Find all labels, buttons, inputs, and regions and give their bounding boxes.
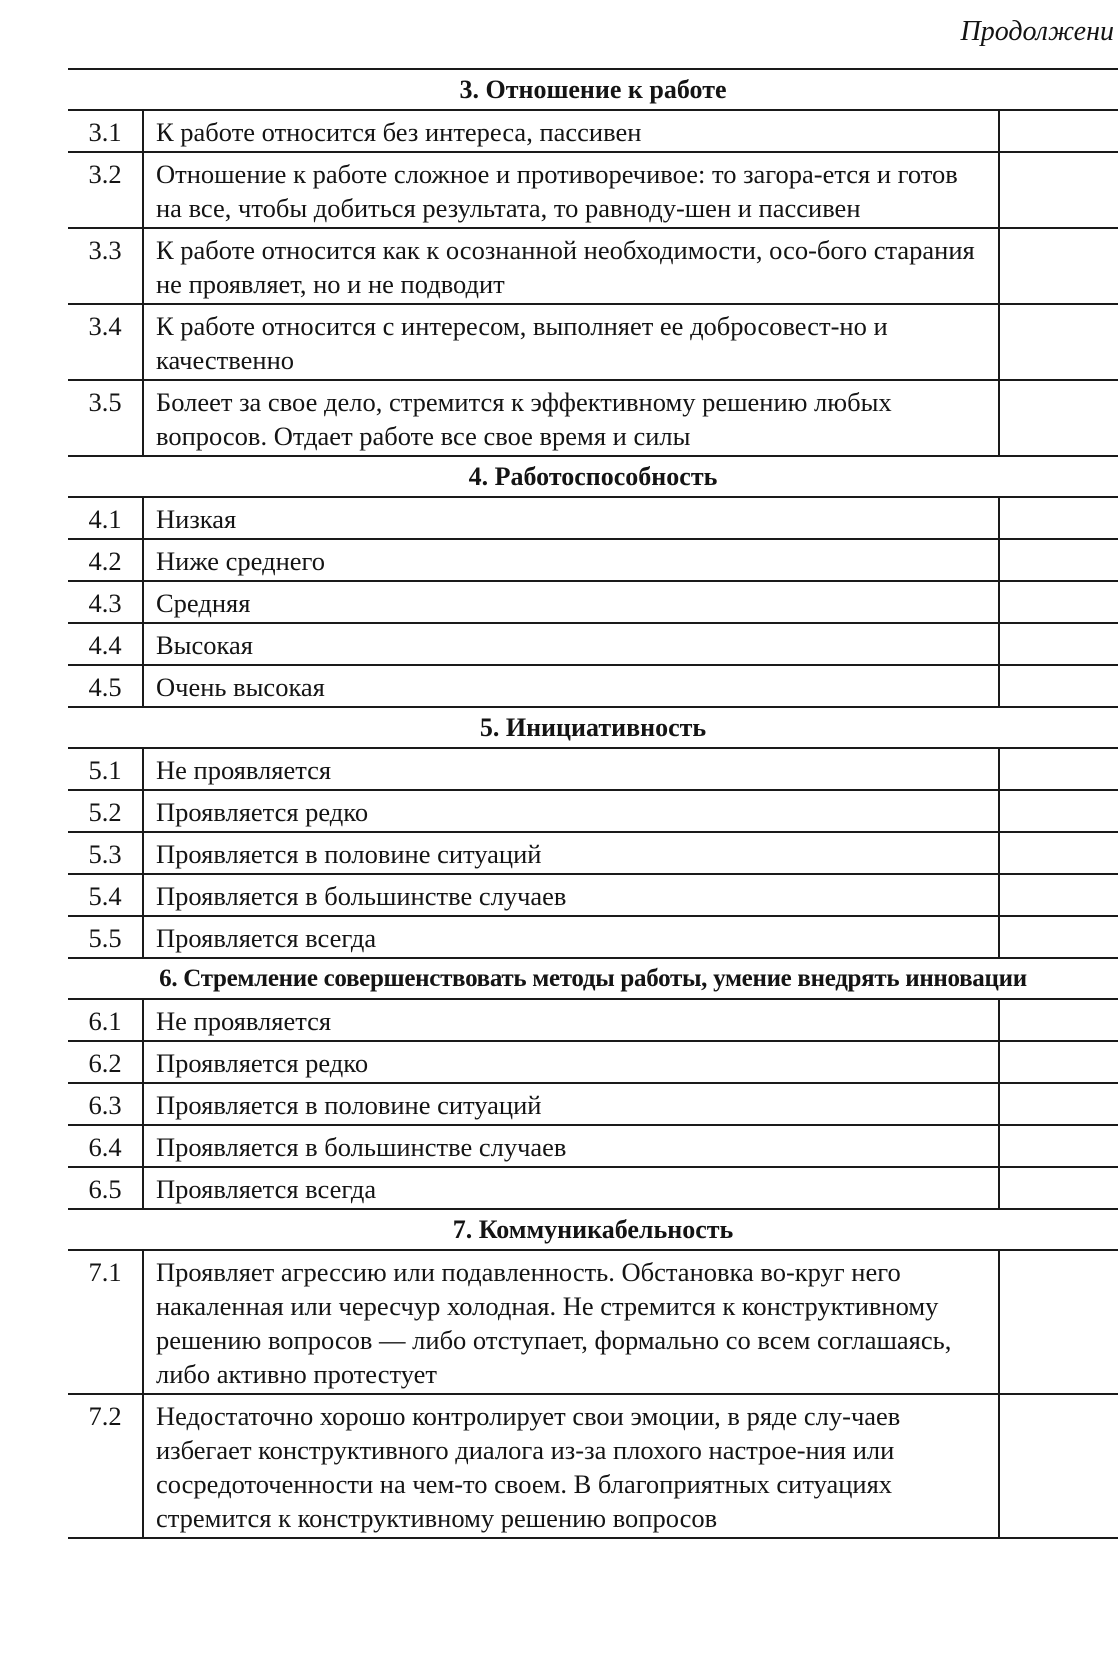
table-row bbox=[68, 623, 1118, 665]
evaluation-table bbox=[68, 68, 1118, 1539]
section-header-work-attitude bbox=[68, 69, 1118, 110]
table-row bbox=[68, 152, 1118, 228]
section-title: 7. Коммуникабельность bbox=[68, 1209, 1118, 1250]
score-cell bbox=[999, 1167, 1118, 1209]
evaluation-table-container bbox=[68, 68, 1118, 1539]
score-cell bbox=[999, 999, 1118, 1041]
item-number: 5.3 bbox=[68, 832, 143, 874]
item-number: 3.5 bbox=[68, 380, 143, 456]
item-number: 6.3 bbox=[68, 1083, 143, 1125]
section-header-work-capacity bbox=[68, 456, 1118, 497]
score-cell bbox=[999, 832, 1118, 874]
table-row bbox=[68, 748, 1118, 790]
table-row bbox=[68, 539, 1118, 581]
score-cell bbox=[999, 1083, 1118, 1125]
table-row bbox=[68, 1125, 1118, 1167]
item-description: Отношение к работе сложное и противоречивое: то загора-ется и готов на все, чтобы добиться результата, то равноду-шен и пассивен bbox=[143, 152, 999, 228]
score-cell bbox=[999, 110, 1118, 152]
item-number: 5.1 bbox=[68, 748, 143, 790]
score-cell bbox=[999, 623, 1118, 665]
item-number: 7.2 bbox=[68, 1394, 143, 1538]
item-number: 3.3 bbox=[68, 228, 143, 304]
item-description: Не проявляется bbox=[143, 748, 999, 790]
item-description: Проявляется в большинстве случаев bbox=[143, 874, 999, 916]
item-description: Проявляет агрессию или подавленность. Обстановка во-круг него накаленная или чересчур холодная. Не стремится к конструктивному решению вопросов — либо отступает, формально со всем соглашаясь, либо активно протестует bbox=[143, 1250, 999, 1394]
score-cell bbox=[999, 665, 1118, 707]
item-number: 5.4 bbox=[68, 874, 143, 916]
score-cell bbox=[999, 581, 1118, 623]
item-number: 5.5 bbox=[68, 916, 143, 958]
score-cell bbox=[999, 1125, 1118, 1167]
item-number: 6.2 bbox=[68, 1041, 143, 1083]
item-description: Проявляется в большинстве случаев bbox=[143, 1125, 999, 1167]
table-row bbox=[68, 832, 1118, 874]
section-title: 3. Отношение к работе bbox=[68, 69, 1118, 110]
section-header-innovation bbox=[68, 958, 1118, 999]
table-row bbox=[68, 581, 1118, 623]
item-number: 6.4 bbox=[68, 1125, 143, 1167]
score-cell bbox=[999, 1394, 1118, 1538]
item-number: 4.2 bbox=[68, 539, 143, 581]
score-cell bbox=[999, 380, 1118, 456]
item-description: Болеет за свое дело, стремится к эффективному решению любых вопросов. Отдает работе все свое время и силы bbox=[143, 380, 999, 456]
section-header-communicability bbox=[68, 1209, 1118, 1250]
table-row bbox=[68, 1083, 1118, 1125]
score-cell bbox=[999, 539, 1118, 581]
score-cell bbox=[999, 1250, 1118, 1394]
section-title: 5. Инициативность bbox=[68, 707, 1118, 748]
score-cell bbox=[999, 916, 1118, 958]
table-row bbox=[68, 790, 1118, 832]
section-title: 4. Работоспособность bbox=[68, 456, 1118, 497]
score-cell bbox=[999, 1041, 1118, 1083]
item-number: 5.2 bbox=[68, 790, 143, 832]
score-cell bbox=[999, 790, 1118, 832]
item-number: 3.2 bbox=[68, 152, 143, 228]
item-number: 3.1 bbox=[68, 110, 143, 152]
table-row bbox=[68, 497, 1118, 539]
table-row bbox=[68, 1394, 1118, 1538]
table-row bbox=[68, 665, 1118, 707]
item-number: 4.1 bbox=[68, 497, 143, 539]
table-row bbox=[68, 1041, 1118, 1083]
item-number: 3.4 bbox=[68, 304, 143, 380]
item-description: Проявляется в половине ситуаций bbox=[143, 1083, 999, 1125]
item-description: Проявляется в половине ситуаций bbox=[143, 832, 999, 874]
table-row bbox=[68, 228, 1118, 304]
item-description: Высокая bbox=[143, 623, 999, 665]
item-description: Проявляется редко bbox=[143, 790, 999, 832]
score-cell bbox=[999, 152, 1118, 228]
item-number: 7.1 bbox=[68, 1250, 143, 1394]
item-number: 6.1 bbox=[68, 999, 143, 1041]
item-number: 4.5 bbox=[68, 665, 143, 707]
table-row bbox=[68, 1250, 1118, 1394]
score-cell bbox=[999, 497, 1118, 539]
item-number: 4.4 bbox=[68, 623, 143, 665]
item-description: К работе относится без интереса, пассивен bbox=[143, 110, 999, 152]
section-header-initiative bbox=[68, 707, 1118, 748]
score-cell bbox=[999, 748, 1118, 790]
item-description: Средняя bbox=[143, 581, 999, 623]
item-number: 4.3 bbox=[68, 581, 143, 623]
table-row bbox=[68, 916, 1118, 958]
item-description: Не проявляется bbox=[143, 999, 999, 1041]
table-row bbox=[68, 110, 1118, 152]
item-description: Проявляется всегда bbox=[143, 1167, 999, 1209]
item-description: Очень высокая bbox=[143, 665, 999, 707]
score-cell bbox=[999, 228, 1118, 304]
section-title: 6. Стремление совершенствовать методы работы, умение внедрять инновации bbox=[68, 958, 1118, 999]
table-row bbox=[68, 1167, 1118, 1209]
continued-label: Продолжени bbox=[960, 16, 1114, 47]
table-row bbox=[68, 874, 1118, 916]
item-description: Проявляется редко bbox=[143, 1041, 999, 1083]
item-description: Ниже среднего bbox=[143, 539, 999, 581]
table-row bbox=[68, 380, 1118, 456]
score-cell bbox=[999, 304, 1118, 380]
item-description: Проявляется всегда bbox=[143, 916, 999, 958]
table-row bbox=[68, 304, 1118, 380]
table-row bbox=[68, 999, 1118, 1041]
item-description: К работе относится с интересом, выполняет ее добросовест-но и качественно bbox=[143, 304, 999, 380]
item-description: Недостаточно хорошо контролирует свои эмоции, в ряде слу-чаев избегает конструктивного диалога из-за плохого настрое-ния или сосредоточенности на чем-то своем. В благоприятных ситуациях стремится к конструктивному решению вопросов bbox=[143, 1394, 999, 1538]
item-description: К работе относится как к осознанной необходимости, осо-бого старания не проявляет, но и не подводит bbox=[143, 228, 999, 304]
item-number: 6.5 bbox=[68, 1167, 143, 1209]
item-description: Низкая bbox=[143, 497, 999, 539]
score-cell bbox=[999, 874, 1118, 916]
